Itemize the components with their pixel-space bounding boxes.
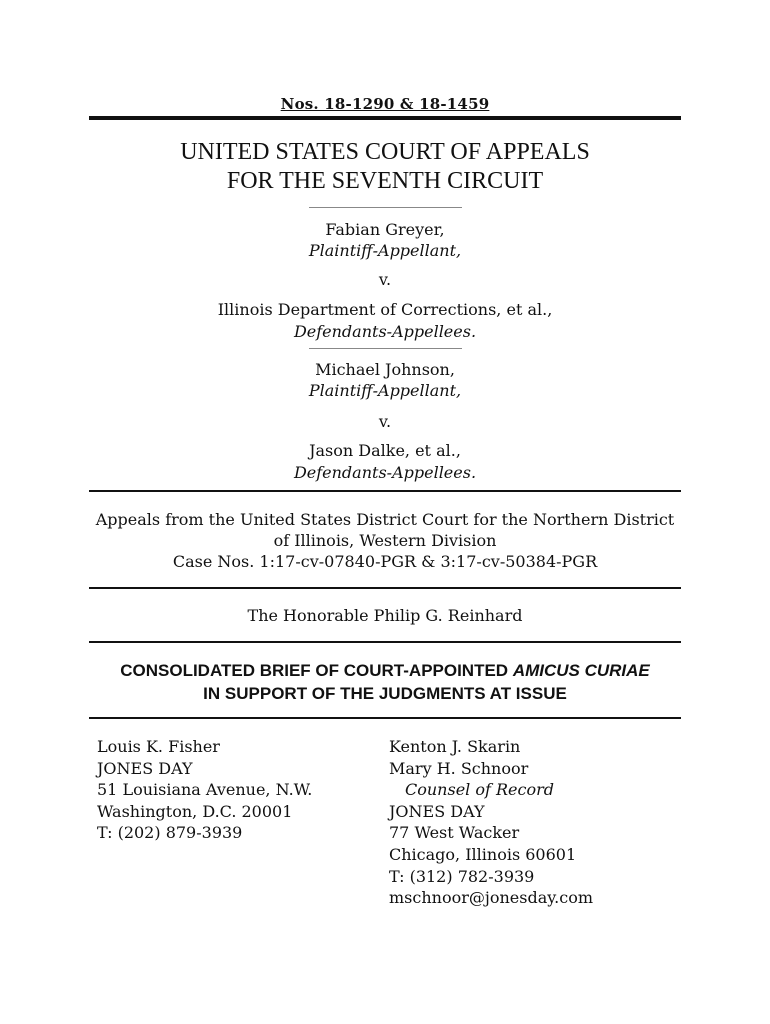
court-name-line1: UNITED STATES COURT OF APPEALS: [180, 139, 590, 165]
title-divider: [89, 717, 681, 719]
counsel-left-block: [97, 736, 312, 844]
counsel-right-name2: Mary H. Schnoor: [389, 758, 529, 778]
appeal-line1: Appeals from the United States District Court for the Northern District: [95, 510, 675, 529]
docket-numbers: Nos. 18-1290 & 18-1459: [280, 95, 490, 113]
brief-title-line2: IN SUPPORT OF THE JUDGMENTS AT ISSUE: [203, 684, 567, 703]
case-divider: [309, 348, 462, 349]
counsel-left-name: Louis K. Fisher: [97, 737, 220, 756]
case1-plaintiff-role: Plaintiff-Appellant,: [308, 241, 462, 260]
counsel-right-city: Chicago, Illinois 60601: [389, 844, 577, 864]
appeal-case-numbers: Case Nos. 1:17-cv-07840-PGR & 3:17-cv-50384-PGR: [172, 552, 598, 571]
judge-divider: [89, 641, 681, 643]
counsel-left-street: 51 Louisiana Avenue, N.W.: [97, 780, 313, 800]
court-name-line2: FOR THE SEVENTH CIRCUIT: [226, 168, 544, 194]
counsel-left-phone: T: (202) 879-3939: [97, 823, 243, 843]
brief-title-line1: [0, 661, 770, 681]
case2-defendant: Jason Dalke, et al.,: [309, 441, 461, 460]
counsel-of-record: Counsel of Record: [405, 780, 555, 800]
appeal-line2: of Illinois, Western Division: [273, 531, 497, 550]
counsel-right-street: 77 West Wacker: [389, 823, 520, 843]
judge-name: The Honorable Philip G. Reinhard: [247, 606, 523, 625]
counsel-right-block: [389, 736, 593, 909]
case1-defendant: Illinois Department of Corrections, et al.,: [217, 300, 553, 319]
counsel-right-email[interactable]: mschnoor@jonesday.com: [389, 888, 593, 908]
court-divider: [309, 207, 462, 208]
case2-plaintiff-role: Plaintiff-Appellant,: [308, 381, 462, 400]
counsel-right-firm: JONES DAY: [389, 801, 485, 821]
case2-plaintiff: Michael Johnson,: [315, 360, 455, 379]
counsel-right-name1: Kenton J. Skarin: [389, 737, 521, 756]
case2-defendant-role: Defendants-Appellees.: [293, 463, 477, 482]
counsel-left-city: Washington, D.C. 20001: [97, 801, 293, 821]
counsel-left-firm: JONES DAY: [97, 758, 193, 778]
brief-title-prefix: CONSOLIDATED BRIEF OF COURT-APPOINTED: [120, 661, 513, 680]
caption-divider: [89, 490, 681, 492]
case1-versus: v.: [378, 270, 392, 289]
brief-title-amicus: AMICUS CURIAE: [512, 661, 650, 680]
case2-versus: v.: [378, 412, 392, 431]
counsel-right-phone: T: (312) 782-3939: [389, 866, 535, 886]
header-divider: [89, 116, 681, 120]
case1-defendant-role: Defendants-Appellees.: [293, 322, 477, 341]
appeal-divider: [89, 587, 681, 589]
case1-plaintiff: Fabian Greyer,: [325, 220, 445, 239]
